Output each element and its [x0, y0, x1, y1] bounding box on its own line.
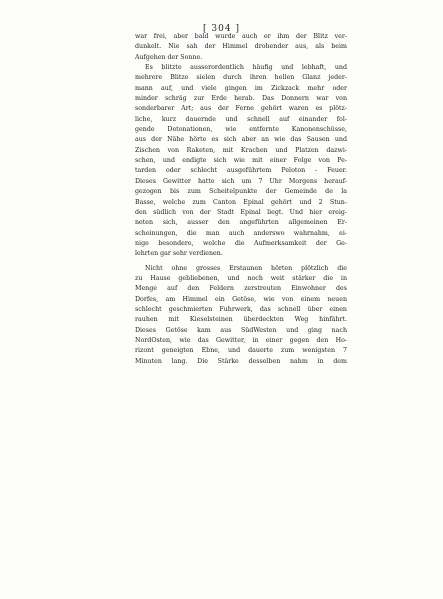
- text-line: schen, und endigte sich wie mit einer Folge von Pe-: [135, 157, 347, 165]
- text-line: NordOsten, wie das Gewitter, in einer gegen den Ho-: [135, 336, 347, 344]
- text-line: Zischen von Raketen, mit Krachen und Platzen dazwi-: [135, 146, 347, 154]
- text-line: gende Detonationen, wie entfernte Kanonenschüsse,: [135, 126, 347, 134]
- text-line: scheinungen, die man auch anderswo wahrnahm, ei-: [135, 229, 347, 237]
- text-line: war frei, aber bald wurde auch er ihm der Blitz ver-: [135, 33, 347, 40]
- page-body: [135, 32, 347, 367]
- text-line: liche, kurz dauernde und schnell auf einander fol-: [135, 115, 347, 123]
- text-line: mehrere Blitze sielen durch ihren hellen Glanz jeder-: [135, 74, 347, 82]
- text-line: nige besondere, welche die Aufmerksamkeit der Ge-: [135, 239, 347, 247]
- text-line: zu Hause gebliebenen, und noch weit stärker die in: [135, 274, 347, 282]
- text-line: gezogen bis zum Scheitelpunkte der Gemeinde de la: [135, 188, 347, 196]
- text-line: Menge auf den Feldern zerstreuten Einwohner des: [135, 285, 347, 293]
- text-line: Basse, welche zum Canton Epinal gehört und 2 Stun-: [135, 198, 347, 206]
- text-line: neten sich, ausser den angeführten allgemeinen Er-: [135, 219, 347, 227]
- text-line: Es blitzte ausserordentlich häufig und lebhaft, und: [145, 64, 347, 72]
- text-line: Aufgehen der Sonne.: [135, 53, 203, 61]
- text-line: lehrten gar sehr verdienen.: [135, 250, 223, 258]
- text-line: aus der Nähe hörte es sich aber an wie das Sausen und: [135, 136, 347, 144]
- text-line: Minuten lang. Die Stärke desselben nahm in dem: [135, 357, 347, 365]
- page-number: [ 304 ]: [203, 24, 240, 34]
- text-line: schlecht geschmierten Fuhrwerk, das schnell über einen: [135, 305, 347, 313]
- text-line: den südlich von der Stadt Epinal liegt. Und hier ereig-: [135, 208, 347, 216]
- text-line: Dieses Getöse kam aus SüdWesten und ging nach: [135, 326, 347, 334]
- text-line: rizont geneigten Ebne, und dauerte zum wenigsten 7: [135, 347, 347, 355]
- text-line: Dieses Gewitter hatte sich um 7 Uhr Morgens herauf-: [135, 177, 347, 185]
- text-line: minder schräg zur Erde herab. Das Donnern war von: [135, 95, 347, 103]
- text-line: mann auf, und viele gingen im Zickzack mehr oder: [135, 84, 347, 92]
- text-line: sonderbarer Art; aus der Ferne gehört waren es plötz-: [135, 105, 347, 113]
- text-line: Dorfes, am Himmel ein Getöse, wie von einem neuen: [135, 295, 347, 303]
- text-line: rauhen mit Kieselsteinen überdeckten Weg hinfährt.: [135, 316, 347, 324]
- text-line: tarden oder schlecht ausgeführtem Peloton - Feuer.: [135, 167, 347, 175]
- text-line: dunkelt. Nie sah der Himmel drohender aus, als beim: [135, 43, 347, 51]
- text-line: Nicht ohne grosses Erstaunen hörten plötzlich die: [145, 264, 347, 272]
